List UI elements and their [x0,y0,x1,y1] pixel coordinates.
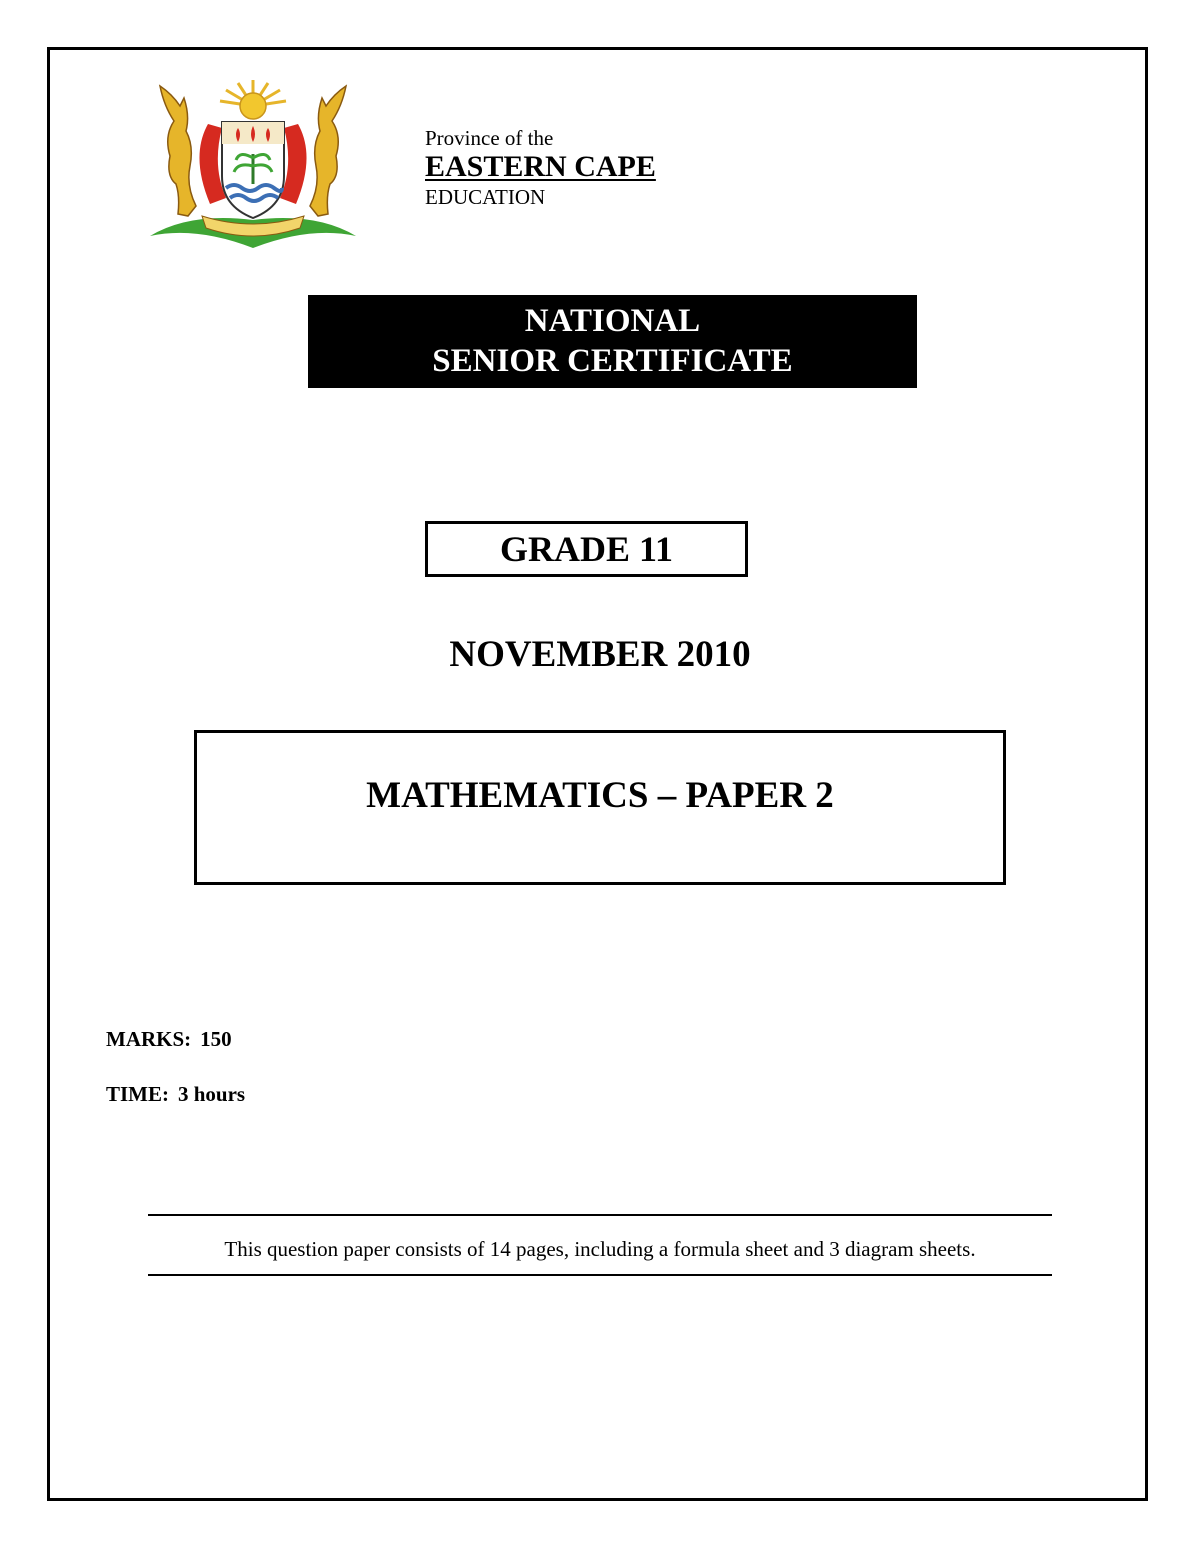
nsc-banner [308,295,917,388]
banner-line-1: NATIONAL [524,303,701,339]
province-name: EASTERN CAPE [425,150,656,183]
time-label: TIME: [106,1082,169,1106]
time-value: 3 hours [178,1082,246,1106]
grade-box: GRADE 11 [425,521,748,577]
department-name: EDUCATION [425,185,546,209]
page-count-note: This question paper consists of 14 pages, including a formula sheet and 3 diagram sheets. [224,1237,976,1261]
eastern-cape-coat-of-arms-icon [150,76,356,254]
province-prefix: Province of the [425,126,554,150]
top-rule [148,1214,1052,1216]
bottom-rule [148,1274,1052,1276]
marks-value: 150 [200,1027,232,1051]
province-header [425,126,656,210]
exam-date: NOVEMBER 2010 [449,634,751,675]
subject-title: MATHEMATICS – PAPER 2 [366,775,834,816]
banner-line-2: SENIOR CERTIFICATE [432,343,793,379]
marks-line [106,1026,232,1052]
time-line [106,1081,245,1107]
marks-label: MARKS: [106,1027,192,1051]
subject-box [194,730,1006,885]
